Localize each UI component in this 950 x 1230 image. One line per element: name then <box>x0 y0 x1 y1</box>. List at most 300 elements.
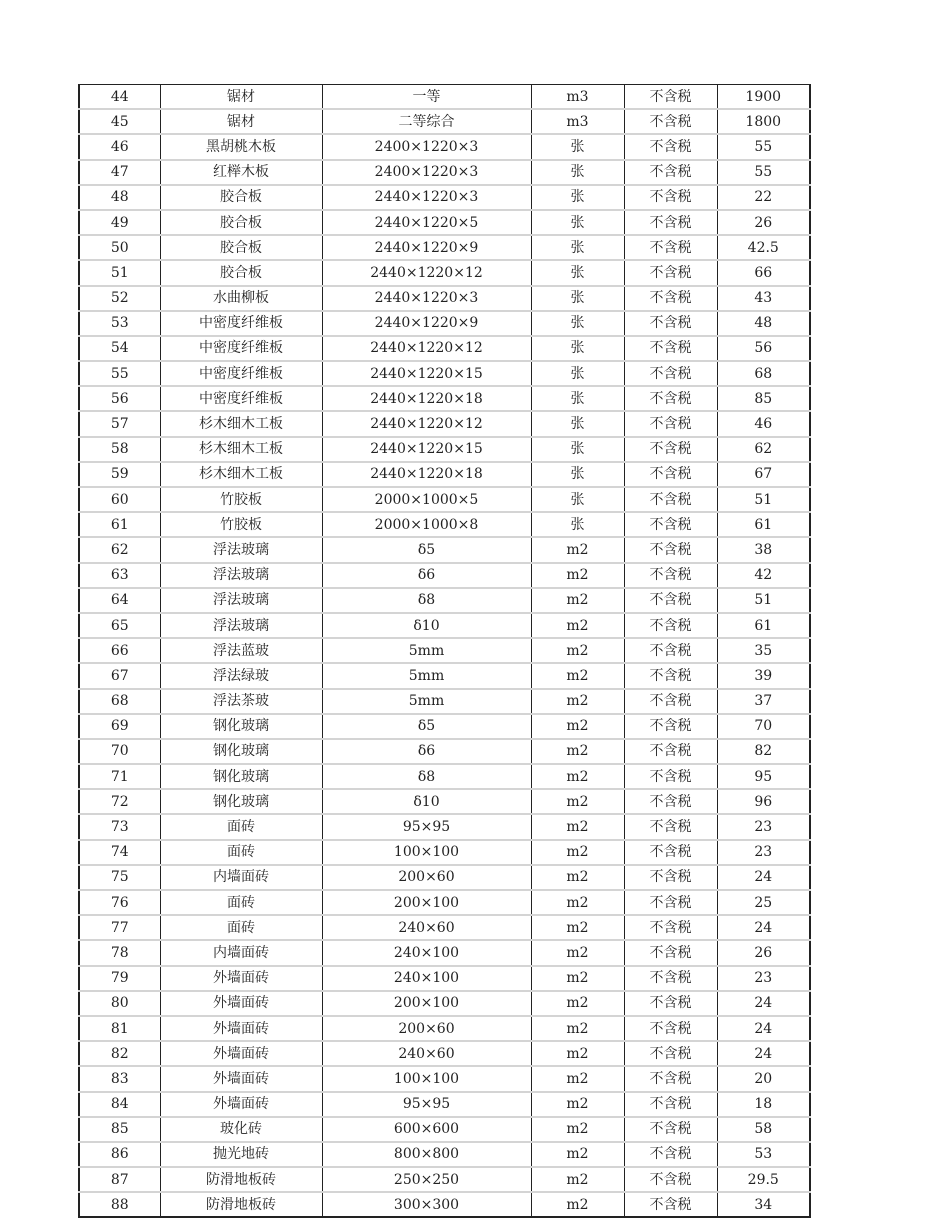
unit-cell: m2 <box>531 789 624 814</box>
material-name-cell: 浮法玻璃 <box>160 613 322 638</box>
table-row <box>79 915 810 940</box>
material-name-cell: 锯材 <box>160 85 322 110</box>
table-row <box>79 865 810 890</box>
table-row <box>79 260 810 285</box>
specification-cell: δ10 <box>322 789 531 814</box>
material-name-cell: 面砖 <box>160 890 322 915</box>
price-cell: 35 <box>717 638 810 663</box>
material-name-cell: 内墙面砖 <box>160 865 322 890</box>
tax-status-cell: 不含税 <box>624 286 717 311</box>
unit-cell: m2 <box>531 537 624 562</box>
row-number-cell: 83 <box>79 1066 160 1091</box>
tax-status-cell: 不含税 <box>624 311 717 336</box>
specification-cell: δ8 <box>322 588 531 613</box>
row-number-cell: 87 <box>79 1167 160 1192</box>
row-number-cell: 80 <box>79 991 160 1016</box>
price-cell: 61 <box>717 512 810 537</box>
row-number-cell: 55 <box>79 361 160 386</box>
material-name-cell: 浮法绿玻 <box>160 663 322 688</box>
row-number-cell: 49 <box>79 210 160 235</box>
material-name-cell: 黑胡桃木板 <box>160 134 322 159</box>
specification-cell: 2000×1000×8 <box>322 512 531 537</box>
unit-cell: 张 <box>531 512 624 537</box>
material-name-cell: 外墙面砖 <box>160 966 322 991</box>
material-price-table <box>78 84 811 1218</box>
price-cell: 66 <box>717 260 810 285</box>
price-cell: 55 <box>717 160 810 185</box>
tax-status-cell: 不含税 <box>624 840 717 865</box>
tax-status-cell: 不含税 <box>624 411 717 436</box>
row-number-cell: 47 <box>79 160 160 185</box>
table-row <box>79 85 810 110</box>
tax-status-cell: 不含税 <box>624 739 717 764</box>
material-name-cell: 杉木细木工板 <box>160 462 322 487</box>
row-number-cell: 53 <box>79 311 160 336</box>
row-number-cell: 74 <box>79 840 160 865</box>
table-row <box>79 361 810 386</box>
tax-status-cell: 不含税 <box>624 437 717 462</box>
price-cell: 38 <box>717 537 810 562</box>
tax-status-cell: 不含税 <box>624 890 717 915</box>
unit-cell: 张 <box>531 235 624 260</box>
tax-status-cell: 不含税 <box>624 1092 717 1117</box>
row-number-cell: 81 <box>79 1016 160 1041</box>
price-cell: 58 <box>717 1117 810 1142</box>
tax-status-cell: 不含税 <box>624 1066 717 1091</box>
unit-cell: m2 <box>531 814 624 839</box>
table-row <box>79 537 810 562</box>
unit-cell: m2 <box>531 638 624 663</box>
tax-status-cell: 不含税 <box>624 537 717 562</box>
price-cell: 1800 <box>717 109 810 134</box>
tax-status-cell: 不含税 <box>624 588 717 613</box>
row-number-cell: 72 <box>79 789 160 814</box>
material-name-cell: 钢化玻璃 <box>160 714 322 739</box>
unit-cell: 张 <box>531 462 624 487</box>
unit-cell: m2 <box>531 714 624 739</box>
price-cell: 42.5 <box>717 235 810 260</box>
material-name-cell: 竹胶板 <box>160 487 322 512</box>
material-name-cell: 浮法玻璃 <box>160 588 322 613</box>
specification-cell: 2440×1220×3 <box>322 286 531 311</box>
table-row <box>79 1192 810 1217</box>
table-row <box>79 588 810 613</box>
price-cell: 70 <box>717 714 810 739</box>
specification-cell: 2440×1220×12 <box>322 411 531 436</box>
tax-status-cell: 不含税 <box>624 487 717 512</box>
table-row <box>79 1066 810 1091</box>
unit-cell: 张 <box>531 185 624 210</box>
specification-cell: δ6 <box>322 563 531 588</box>
table-body <box>79 85 810 1218</box>
specification-cell: δ5 <box>322 537 531 562</box>
price-cell: 26 <box>717 940 810 965</box>
price-cell: 37 <box>717 689 810 714</box>
row-number-cell: 61 <box>79 512 160 537</box>
row-number-cell: 85 <box>79 1117 160 1142</box>
tax-status-cell: 不含税 <box>624 462 717 487</box>
price-cell: 43 <box>717 286 810 311</box>
tax-status-cell: 不含税 <box>624 563 717 588</box>
material-name-cell: 杉木细木工板 <box>160 411 322 436</box>
tax-status-cell: 不含税 <box>624 386 717 411</box>
material-name-cell: 浮法玻璃 <box>160 537 322 562</box>
tax-status-cell: 不含税 <box>624 260 717 285</box>
specification-cell: δ5 <box>322 714 531 739</box>
row-number-cell: 44 <box>79 85 160 110</box>
row-number-cell: 73 <box>79 814 160 839</box>
tax-status-cell: 不含税 <box>624 235 717 260</box>
tax-status-cell: 不含税 <box>624 789 717 814</box>
tax-status-cell: 不含税 <box>624 814 717 839</box>
specification-cell: 2440×1220×15 <box>322 437 531 462</box>
price-cell: 51 <box>717 487 810 512</box>
row-number-cell: 86 <box>79 1142 160 1167</box>
material-name-cell: 外墙面砖 <box>160 1041 322 1066</box>
unit-cell: m2 <box>531 840 624 865</box>
tax-status-cell: 不含税 <box>624 85 717 110</box>
price-cell: 22 <box>717 185 810 210</box>
specification-cell: 2440×1220×18 <box>322 386 531 411</box>
unit-cell: m2 <box>531 689 624 714</box>
table-row <box>79 1092 810 1117</box>
unit-cell: m3 <box>531 85 624 110</box>
material-name-cell: 中密度纤维板 <box>160 361 322 386</box>
table-row <box>79 1016 810 1041</box>
price-cell: 95 <box>717 764 810 789</box>
specification-cell: 240×60 <box>322 915 531 940</box>
tax-status-cell: 不含税 <box>624 185 717 210</box>
table-row <box>79 512 810 537</box>
row-number-cell: 76 <box>79 890 160 915</box>
table-row <box>79 739 810 764</box>
table-row <box>79 563 810 588</box>
specification-cell: 100×100 <box>322 1066 531 1091</box>
specification-cell: 2000×1000×5 <box>322 487 531 512</box>
specification-cell: 200×100 <box>322 991 531 1016</box>
price-cell: 68 <box>717 361 810 386</box>
specification-cell: 95×95 <box>322 814 531 839</box>
row-number-cell: 70 <box>79 739 160 764</box>
unit-cell: m2 <box>531 1117 624 1142</box>
table-row <box>79 411 810 436</box>
price-cell: 26 <box>717 210 810 235</box>
material-name-cell: 杉木细木工板 <box>160 437 322 462</box>
material-name-cell: 胶合板 <box>160 185 322 210</box>
specification-cell: 800×800 <box>322 1142 531 1167</box>
tax-status-cell: 不含税 <box>624 991 717 1016</box>
specification-cell: 240×100 <box>322 940 531 965</box>
tax-status-cell: 不含税 <box>624 966 717 991</box>
table-row <box>79 487 810 512</box>
specification-cell: 2400×1220×3 <box>322 134 531 159</box>
unit-cell: 张 <box>531 487 624 512</box>
table-row <box>79 991 810 1016</box>
unit-cell: 张 <box>531 386 624 411</box>
tax-status-cell: 不含税 <box>624 361 717 386</box>
price-cell: 55 <box>717 134 810 159</box>
table-row <box>79 109 810 134</box>
unit-cell: m2 <box>531 663 624 688</box>
table-row <box>79 134 810 159</box>
table-row <box>79 714 810 739</box>
table-row <box>79 814 810 839</box>
material-name-cell: 红榉木板 <box>160 160 322 185</box>
price-cell: 51 <box>717 588 810 613</box>
tax-status-cell: 不含税 <box>624 915 717 940</box>
table-row <box>79 1117 810 1142</box>
unit-cell: 张 <box>531 210 624 235</box>
table-row <box>79 1167 810 1192</box>
unit-cell: m2 <box>531 1192 624 1217</box>
row-number-cell: 75 <box>79 865 160 890</box>
row-number-cell: 88 <box>79 1192 160 1217</box>
material-name-cell: 防滑地板砖 <box>160 1167 322 1192</box>
specification-cell: 一等 <box>322 85 531 110</box>
price-cell: 23 <box>717 814 810 839</box>
material-name-cell: 中密度纤维板 <box>160 311 322 336</box>
price-cell: 18 <box>717 1092 810 1117</box>
material-name-cell: 胶合板 <box>160 235 322 260</box>
price-cell: 24 <box>717 991 810 1016</box>
table-row <box>79 789 810 814</box>
specification-cell: 2440×1220×12 <box>322 336 531 361</box>
specification-cell: 95×95 <box>322 1092 531 1117</box>
specification-cell: 600×600 <box>322 1117 531 1142</box>
unit-cell: m2 <box>531 1092 624 1117</box>
specification-cell: 100×100 <box>322 840 531 865</box>
specification-cell: 二等综合 <box>322 109 531 134</box>
material-name-cell: 中密度纤维板 <box>160 336 322 361</box>
material-name-cell: 锯材 <box>160 109 322 134</box>
table-row <box>79 940 810 965</box>
tax-status-cell: 不含税 <box>624 714 717 739</box>
specification-cell: δ8 <box>322 764 531 789</box>
unit-cell: 张 <box>531 437 624 462</box>
tax-status-cell: 不含税 <box>624 613 717 638</box>
price-cell: 46 <box>717 411 810 436</box>
unit-cell: 张 <box>531 336 624 361</box>
price-cell: 23 <box>717 840 810 865</box>
price-cell: 53 <box>717 1142 810 1167</box>
tax-status-cell: 不含税 <box>624 336 717 361</box>
specification-cell: 5mm <box>322 638 531 663</box>
unit-cell: 张 <box>531 134 624 159</box>
material-name-cell: 抛光地砖 <box>160 1142 322 1167</box>
unit-cell: 张 <box>531 286 624 311</box>
unit-cell: m2 <box>531 588 624 613</box>
tax-status-cell: 不含税 <box>624 1167 717 1192</box>
row-number-cell: 46 <box>79 134 160 159</box>
price-cell: 25 <box>717 890 810 915</box>
tax-status-cell: 不含税 <box>624 865 717 890</box>
table-row <box>79 286 810 311</box>
price-cell: 61 <box>717 613 810 638</box>
row-number-cell: 67 <box>79 663 160 688</box>
row-number-cell: 77 <box>79 915 160 940</box>
tax-status-cell: 不含税 <box>624 1117 717 1142</box>
tax-status-cell: 不含税 <box>624 160 717 185</box>
table-row <box>79 235 810 260</box>
table-row <box>79 336 810 361</box>
material-name-cell: 玻化砖 <box>160 1117 322 1142</box>
unit-cell: m2 <box>531 764 624 789</box>
material-name-cell: 胶合板 <box>160 210 322 235</box>
price-cell: 42 <box>717 563 810 588</box>
table-row <box>79 663 810 688</box>
row-number-cell: 58 <box>79 437 160 462</box>
price-cell: 1900 <box>717 85 810 110</box>
tax-status-cell: 不含税 <box>624 663 717 688</box>
specification-cell: 2440×1220×9 <box>322 235 531 260</box>
material-name-cell: 外墙面砖 <box>160 1092 322 1117</box>
table-row <box>79 966 810 991</box>
tax-status-cell: 不含税 <box>624 1016 717 1041</box>
specification-cell: 250×250 <box>322 1167 531 1192</box>
tax-status-cell: 不含税 <box>624 638 717 663</box>
tax-status-cell: 不含税 <box>624 1192 717 1217</box>
material-name-cell: 外墙面砖 <box>160 1016 322 1041</box>
specification-cell: 2440×1220×9 <box>322 311 531 336</box>
unit-cell: m2 <box>531 940 624 965</box>
specification-cell: 240×100 <box>322 966 531 991</box>
material-name-cell: 面砖 <box>160 840 322 865</box>
material-name-cell: 钢化玻璃 <box>160 789 322 814</box>
unit-cell: m2 <box>531 1016 624 1041</box>
row-number-cell: 60 <box>79 487 160 512</box>
price-cell: 24 <box>717 915 810 940</box>
tax-status-cell: 不含税 <box>624 512 717 537</box>
row-number-cell: 65 <box>79 613 160 638</box>
row-number-cell: 84 <box>79 1092 160 1117</box>
material-name-cell: 面砖 <box>160 814 322 839</box>
unit-cell: m2 <box>531 1041 624 1066</box>
unit-cell: 张 <box>531 260 624 285</box>
price-cell: 39 <box>717 663 810 688</box>
unit-cell: m2 <box>531 890 624 915</box>
unit-cell: 张 <box>531 361 624 386</box>
material-name-cell: 水曲柳板 <box>160 286 322 311</box>
row-number-cell: 45 <box>79 109 160 134</box>
specification-cell: 240×60 <box>322 1041 531 1066</box>
price-cell: 29.5 <box>717 1167 810 1192</box>
table-row <box>79 210 810 235</box>
row-number-cell: 62 <box>79 537 160 562</box>
row-number-cell: 68 <box>79 689 160 714</box>
unit-cell: m2 <box>531 915 624 940</box>
specification-cell: 2440×1220×5 <box>322 210 531 235</box>
table-row <box>79 613 810 638</box>
material-name-cell: 内墙面砖 <box>160 940 322 965</box>
unit-cell: 张 <box>531 160 624 185</box>
unit-cell: m2 <box>531 563 624 588</box>
material-name-cell: 面砖 <box>160 915 322 940</box>
unit-cell: m3 <box>531 109 624 134</box>
price-cell: 24 <box>717 865 810 890</box>
row-number-cell: 66 <box>79 638 160 663</box>
specification-cell: δ6 <box>322 739 531 764</box>
specification-cell: 5mm <box>322 689 531 714</box>
unit-cell: 张 <box>531 311 624 336</box>
row-number-cell: 51 <box>79 260 160 285</box>
price-cell: 23 <box>717 966 810 991</box>
row-number-cell: 78 <box>79 940 160 965</box>
specification-cell: 2440×1220×18 <box>322 462 531 487</box>
table-row <box>79 160 810 185</box>
material-name-cell: 钢化玻璃 <box>160 739 322 764</box>
unit-cell: 张 <box>531 411 624 436</box>
material-name-cell: 防滑地板砖 <box>160 1192 322 1217</box>
specification-cell: 2440×1220×12 <box>322 260 531 285</box>
material-name-cell: 浮法蓝玻 <box>160 638 322 663</box>
material-name-cell: 钢化玻璃 <box>160 764 322 789</box>
specification-cell: 2400×1220×3 <box>322 160 531 185</box>
price-cell: 96 <box>717 789 810 814</box>
specification-cell: 2440×1220×3 <box>322 185 531 210</box>
material-name-cell: 外墙面砖 <box>160 1066 322 1091</box>
unit-cell: m2 <box>531 613 624 638</box>
price-cell: 62 <box>717 437 810 462</box>
row-number-cell: 52 <box>79 286 160 311</box>
tax-status-cell: 不含税 <box>624 689 717 714</box>
unit-cell: m2 <box>531 739 624 764</box>
tax-status-cell: 不含税 <box>624 1142 717 1167</box>
price-cell: 34 <box>717 1192 810 1217</box>
price-cell: 85 <box>717 386 810 411</box>
row-number-cell: 50 <box>79 235 160 260</box>
row-number-cell: 64 <box>79 588 160 613</box>
specification-cell: 2440×1220×15 <box>322 361 531 386</box>
row-number-cell: 57 <box>79 411 160 436</box>
unit-cell: m2 <box>531 966 624 991</box>
row-number-cell: 82 <box>79 1041 160 1066</box>
material-name-cell: 外墙面砖 <box>160 991 322 1016</box>
tax-status-cell: 不含税 <box>624 134 717 159</box>
price-cell: 48 <box>717 311 810 336</box>
row-number-cell: 56 <box>79 386 160 411</box>
row-number-cell: 79 <box>79 966 160 991</box>
tax-status-cell: 不含税 <box>624 940 717 965</box>
unit-cell: m2 <box>531 1167 624 1192</box>
tax-status-cell: 不含税 <box>624 1041 717 1066</box>
specification-cell: δ10 <box>322 613 531 638</box>
table-row <box>79 462 810 487</box>
specification-cell: 200×100 <box>322 890 531 915</box>
price-cell: 67 <box>717 462 810 487</box>
material-name-cell: 浮法玻璃 <box>160 563 322 588</box>
table-row <box>79 185 810 210</box>
price-cell: 24 <box>717 1041 810 1066</box>
unit-cell: m2 <box>531 991 624 1016</box>
row-number-cell: 69 <box>79 714 160 739</box>
table-row <box>79 840 810 865</box>
specification-cell: 5mm <box>322 663 531 688</box>
material-name-cell: 胶合板 <box>160 260 322 285</box>
unit-cell: m2 <box>531 865 624 890</box>
row-number-cell: 63 <box>79 563 160 588</box>
table-row <box>79 1041 810 1066</box>
tax-status-cell: 不含税 <box>624 210 717 235</box>
row-number-cell: 59 <box>79 462 160 487</box>
price-cell: 20 <box>717 1066 810 1091</box>
price-cell: 82 <box>717 739 810 764</box>
specification-cell: 200×60 <box>322 865 531 890</box>
material-name-cell: 中密度纤维板 <box>160 386 322 411</box>
table-row <box>79 890 810 915</box>
table-row <box>79 386 810 411</box>
table-row <box>79 1142 810 1167</box>
row-number-cell: 71 <box>79 764 160 789</box>
